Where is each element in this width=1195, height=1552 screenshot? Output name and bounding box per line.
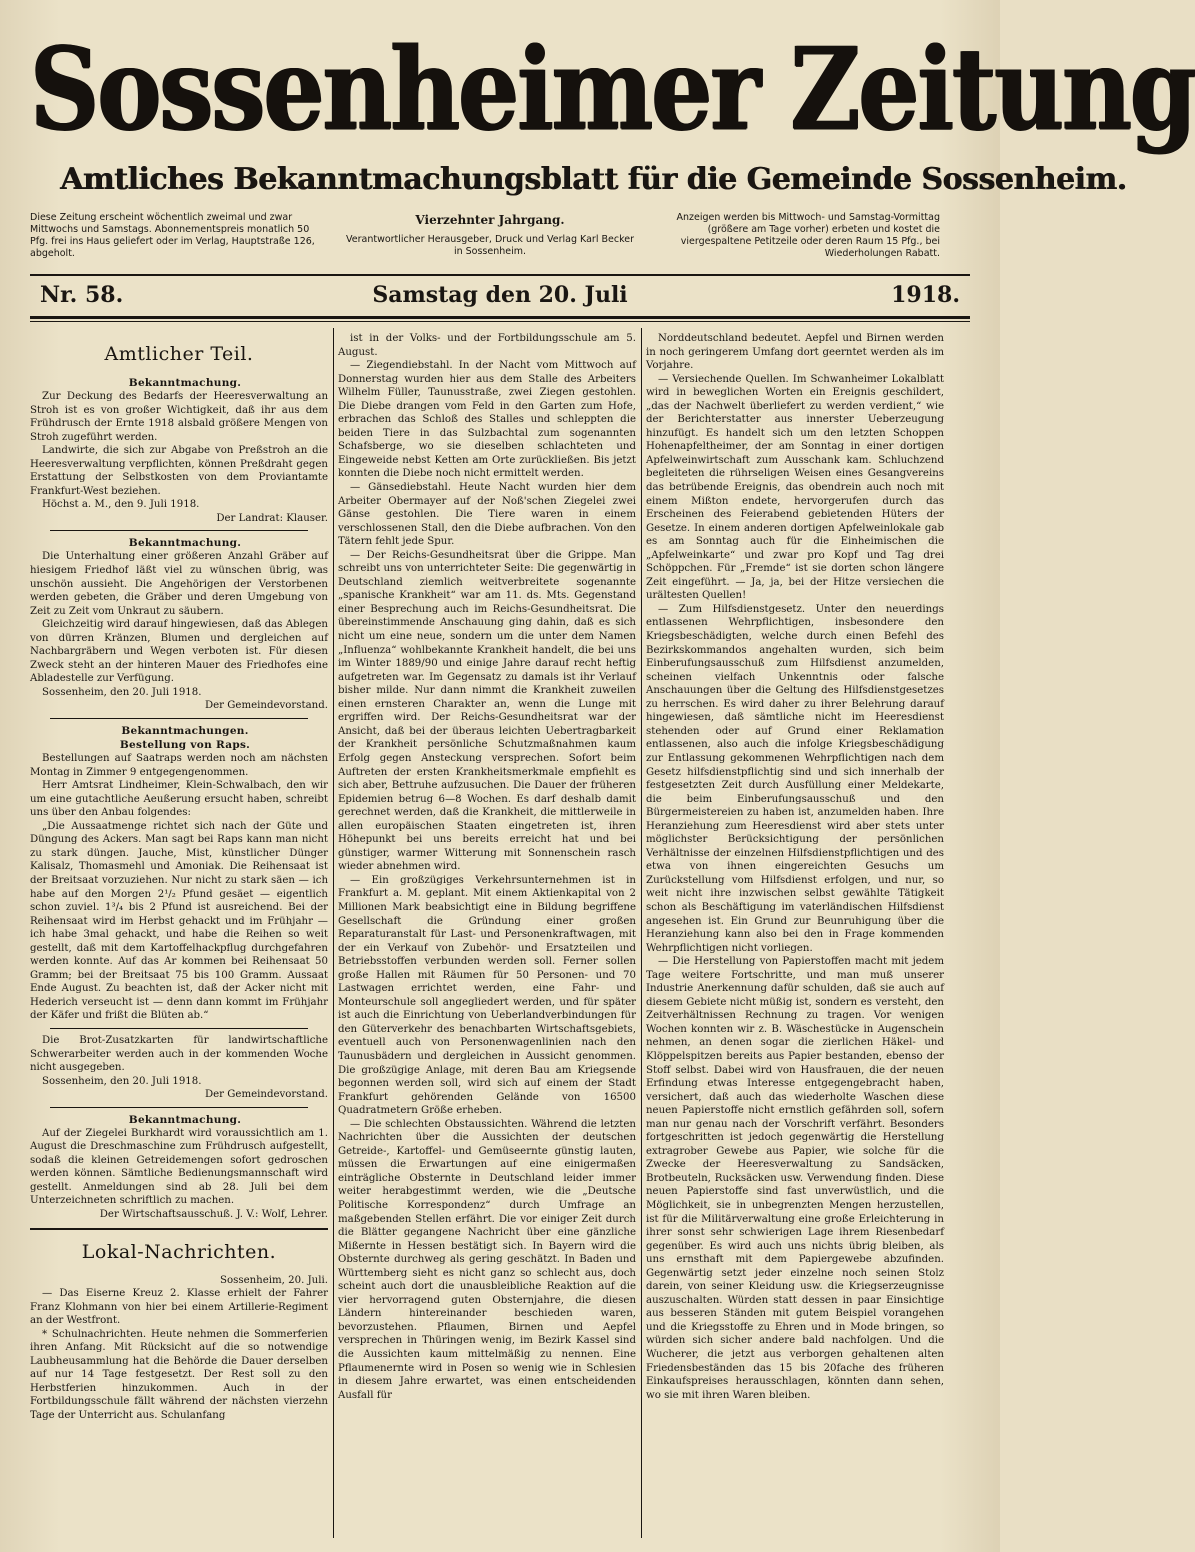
notice-subheading: Bestellung von Raps. [119, 739, 251, 752]
masthead-subtitle: Amtliches Bekanntmachungsblatt für die Gemeinde Sossenheim. [60, 162, 1127, 197]
article-paragraph: — Die schlechten Obstaussichten. Während die letzten Nachrichten über die Aussichten der deutschen Getreide-, Kartoffel- und Gemüseernte günstig lauten, müssen die Erwartungen auf eine einigermaßen einträgliche Obsternte in Deutschland leider immer weiter herabgestimmt werden, wie die „Deutsche Politische Korrespondenz“ durch Umfrage an maßgebenden Stellen erfährt. Die vor einiger Zeit durch die Blätter gegangene Nachricht über eine gänzliche Mißernte in Hessen bestätigt sich. In Bayern wird die Obsternte durchweg als gering geschätzt. In Baden und Württemberg sieht es nicht ganz so schlecht aus, doch scheint auch dort die unausbleibliche Reaktion auf die vier hervorragend guten Obsternjahre, die diesen Ländern hintereinander beschieden waren, bevorzustehen. Pflaumen, Birnen und Aepfel versprechen in Thüringen wenig, im Bezirk Kassel sind die Aussichten kaum mittelmäßig zu nennen. Eine Pflaumenernte wird in Posen so wenig wie in Schlesien in diesem Jahre erwartet, was einen entscheidenden Ausfall für [338, 1118, 636, 1401]
column-3 [646, 332, 944, 1542]
dateline [30, 280, 970, 310]
local-dateline: Sossenheim, 20. Juli. [220, 1274, 328, 1286]
notice-heading: Bekanntmachung. [128, 1113, 242, 1126]
section-title-official: Amtlicher Teil. [104, 343, 254, 365]
divider [50, 718, 308, 719]
notice-heading: Bekanntmachung. [128, 537, 242, 550]
notice-paragraph: Gleichzeitig wird darauf hingewiesen, daß das Ablegen von dürren Kränzen, Blumen und dergleichen auf Nachbargräbern und Wegen verboten ist. Für diesen Zweck steht an der hinteren Mauer des Friedhofes eine Abladestelle zur Verfügung. [30, 619, 328, 685]
publisher-line: Verantwortlicher Herausgeber, Druck und Verlag Karl Becker in Sossenheim. [345, 234, 634, 257]
section-title-local: Lokal-Nachrichten. [81, 1240, 277, 1263]
column-2 [338, 332, 636, 1542]
advertising-info: Anzeigen werden bis Mittwoch- und Samstag-Vormittag (größere am Tage vorher) erbeten und kostet die viergespaltene Petitzeile oder deren Raum 15 Pfg., bei Wiederholungen Rabatt. [676, 212, 940, 259]
notice-paragraph: „Die Aussaatmenge richtet sich nach der Güte und Düngung des Ackers. Man sagt bei Raps kann man nicht zu stark düngen. Jauche, Mist, künstlicher Dünger Kalisalz, Thomasmehl und Amoniak. Die Reihensaat ist der Breitsaat vorzuziehen. Nur nicht zu stark säen — ich habe auf den Morgen 2¹/₂ Pfund gesäet — eigentlich schon zuviel. 1³/₄ bis 2 Pfund ist ausreichend. Bei der Reihensaat wird im Herbst gehackt und im Frühjahr — ich habe 3mal gehackt, und habe die Reihen so weit gestellt, daß mit dem Kartoffelhackpflug durchgefahren werden konnte. Auf das Ar kommen bei Reihensaat 50 Gramm; bei der Breitsaat 75 bis 100 Gramm. Aussaat Ende August. Zu beachten ist, daß der Acker nicht mit Hederich verseucht ist — denn dann kommt im Frühjahr der Käfer und frißt die Blüten ab.“ [30, 820, 328, 1022]
divider [50, 1028, 308, 1029]
article-paragraph: — Versiechende Quellen. Im Schwanheimer Lokalblatt wird in beweglichen Worten ein Ereignis geschildert, „das der Nachwelt überliefert zu werden verdient,“ wie der Berichterstatter aus innerster Ueberzeugung hinzufügt. Es handelt sich um den letzten Schoppen Hohenapfeltheimer, der am Sonntag in einer dortigen Apfelweinwirtschaft zum Ausschank kam. Schluchzend begleiteten die rührseligen Weisen eines Gesangvereins das betrübende Ereignis, das obendrein auch noch mit einem Mißton endete, hervorgerufen durch das Erscheinen des Feierabend gebietenden Hüters der Gesetze. In einem anderen dortigen Apfelweinlokale gab es am Sonntag auch für die Einheimischen die „Apfelweinkarte“ und zwar pro Kopf und Tag drei Schöppchen. Für „Fremde“ ist sie dorten schon längere Zeit eingeführt. — Ja, ja, bei der Hitze versiechen die urältesten Quellen! [646, 373, 944, 602]
column-divider-2 [641, 328, 642, 1538]
notice-paragraph: Auf der Ziegelei Burkhardt wird voraussichtlich am 1. August die Dreschmaschine zum Frühdrusch aufgestellt, sodaß die kleinen Getreidemengen sofort gedroschen werden können. Sämtliche Bedienungsmannschaft wird gestellt. Anmeldungen sind ab 28. Juli bei dem Unterzeichneten schriftlich zu machen. [30, 1127, 328, 1207]
volume-year: Vierzehnter Jahrgang. [415, 213, 565, 227]
notice-paragraph: Bestellungen auf Saatraps werden noch am nächsten Montag in Zimmer 9 entgegengenommen. [30, 753, 328, 778]
notice-paragraph: Die Unterhaltung einer größeren Anzahl Gräber auf hiesigem Friedhof läßt viel zu wünschen übrig, was unschön aussieht. Die Angehörigen der Verstorbenen werden gebeten, die Gräber und deren Umgebung von Zeit zu Zeit vom Unkraut zu säubern. [30, 551, 328, 617]
publisher-info [345, 212, 635, 258]
subscription-info: Diese Zeitung erscheint wöchentlich zweimal und zwar Mittwochs und Samstags. Abonnementspreis monatlich 50 Pfg. frei ins Haus geliefert oder im Verlag, Hauptstraße 126, abgeholt. [30, 212, 315, 259]
notice-heading: Bekanntmachung. [128, 377, 242, 389]
column-divider-1 [333, 328, 334, 1538]
issue-date: Samstag den 20. Juli [372, 282, 628, 308]
article-paragraph: — Zum Hilfsdienstgesetz. Unter den neuerdings entlassenen Wehrpflichtigen, insbesondere den Kriegsbeschädigten, welche durch einen Befehl des Bezirkskommandos angehalten wurden, sich beim Einberufungsausschuß zum Hilfsdienst anzumelden, scheinen vielfach Unkenntnis oder falsche Anschauungen über die Geltung des Hilfsdienstgesetzes zu herrschen. Es wird daher zu ihrer Belehrung darauf hingewiesen, daß sämtliche nicht im Heeresdienst stehenden oder auf Grund einer Reklamation entlassenen, also auch die infolge Kriegsbeschädigung zur Entlassung gekommenen Wehrpflichtigen nach dem Gesetz hilfsdienstpflichtig sind und sich innerhalb der festgesetzten Zeit durch Ausfüllung einer Meldekarte, die beim Einberufungsausschuß und den Bürgermeistereien zu haben ist, anzumelden haben. Ihre Heranziehung zum Heeresdienst wird aber stets unter möglichster Berücksichtigung der persönlichen Verhältnisse der einzelnen Hilfsdienstpflichtigen und des etwa von ihnen eingereichten Gesuchs um Zurückstellung vom Hilfsdienst erfolgen, und nur, so weit nicht ihre inzwischen selbst gewählte Tätigkeit schon als Beschäftigung im vaterländischen Hilfsdienst angesehen ist. Ein Grund zur Beunruhigung über die Heranziehung kann also bei den in Frage kommenden Wehrpflichtigen nicht vorliegen. [646, 603, 944, 954]
notice-paragraph: Zur Deckung des Bedarfs der Heeresverwaltung an Stroh ist es von großer Wichtigkeit, daß ihr aus dem Frühdrusch der Ernte 1918 alsbald größere Mengen von Stroh zugeführt werden. [30, 391, 328, 443]
notice-paragraph: Landwirte, die sich zur Abgabe von Preßstroh an die Heeresverwaltung verpflichten, können Preßdraht gegen Erstattung der Selbstkosten von dem Proviantamte Frankfurt-West beziehen. [30, 445, 328, 497]
article-paragraph: — Der Reichs-Gesundheitsrat über die Grippe. Man schreibt uns von unterrichteter Seite: Die gegenwärtig in Deutschland ziemlich weitverbreitete sogenannte „spanische Krankheit“ war am 11. ds. Mts. Gegenstand einer Besprechung auch im Reichs-Gesundheitsrat. Die übereinstimmende Anschauung ging dahin, daß es sich nicht um eine neue, sondern um die unter dem Namen „Influenza“ wohlbekannte Krankheit handelt, die bei uns im Winter 1889/90 und einige Jahre darauf recht heftig aufgetreten war. Im Gegensatz zu damals ist ihr Verlauf bisher milde. Nur dann nimmt die Krankheit zuweilen einen ernsteren Charakter an, wenn die Lunge mit ergriffen wird. Der Reichs-Gesundheitsrat war der Ansicht, daß bei der überaus leichten Uebertragbarkeit der Krankheit persönliche Schutzmaßnahmen kaum Erfolg gegen Ansteckung versprechen. Sofort beim Auftreten der ersten Krankheitsmerkmale empfiehlt es sich aber, Bettruhe aufzusuchen. Die Dauer der früheren Epidemien betrug 6—8 Wochen. Es darf deshalb damit gerechnet werden, daß die Krankheit, die mittlerweile in allen europäischen Staaten eingetreten ist, ihren Höhepunkt bei uns bereits erreicht hat und bei günstiger, warmer Witterung mit Sonnenschein rasch wieder abnehmen wird. [338, 549, 636, 873]
article-paragraph: * Schulnachrichten. Heute nehmen die Sommerferien ihren Anfang. Mit Rücksicht auf die so notwendige Laubheusammlung hat die Behörde die Dauer derselben auf nur 14 Tage festgesetzt. Der Rest soll zu den Herbstferien hinzukommen. Auch in der Fortbildungsschule fällt während der nächsten vierzehn Tage der Unterricht aus. Schulanfang [30, 1328, 328, 1421]
notice-place-date: Höchst a. M., den 9. Juli 1918. [42, 499, 200, 511]
article-paragraph: Norddeutschland bedeutet. Aepfel und Birnen werden in noch geringerem Umfang dort geerntet werden als im Vorjahre. [646, 333, 944, 372]
header-rule-top [30, 274, 970, 276]
notice-place-date: Sossenheim, den 20. Juli 1918. [42, 686, 202, 698]
masthead-title: Sossenheimer Zeitung [30, 22, 1195, 156]
header-rule-bottom [30, 316, 970, 319]
article-paragraph: — Die Herstellung von Papierstoffen macht mit jedem Tage weitere Fortschritte, und man muß unserer Industrie Anerkennung dafür schulden, daß sie auch auf diesem Gebiete nicht müßig ist, sondern es versteht, den Zeitverhältnissen Rechnung zu tragen. Vor wenigen Wochen konnten wir z. B. Wäschestücke in Augenschein nehmen, an denen sogar die zierlichen Häkel- und Klöppelspitzen bereits aus Papier bestanden, ebenso der Stoff selbst. Dabei wird von Hausfrauen, die der neuen Erfindung etwas Interesse entgegengebracht haben, versichert, daß auch das wiederholte Waschen diese neuen Papierstoffe nicht ernstlich gefährden soll, sofern man nur genau nach der Vorschrift verfährt. Besonders fortgeschritten ist jedoch gegenwärtig die Herstellung extragrober Gewebe aus Papier, wie solche für die Zwecke der Heeresverwaltung zu Sandsäcken, Brotbeuteln, Rucksäcken usw. Verwendung finden. Diese neuen Papierstoffe sind fast unverwüstlich, und die Möglichkeit, sie in unbegrenzten Mengen herzustellen, ist für die Militärverwaltung eine große Erleichterung in ihrer sonst sehr schwierigen Lage ihrem Riesenbedarf gegenüber. Es wird auch uns nichts übrig bleiben, als uns ernsthaft mit dem Papiergewebe abzufinden. Gegenwärtig setzt jeder einzelne noch seinen Stolz darein, von seiner Kleidung usw. die Kriegserzeugnisse auszuschalten. Würden statt dessen in paar Einsichtige aus besseren Ständen mit gutem Beispiel vorangehen und die Kriegsstoffe zu Ehren und in Mode bringen, so würden sich sicher andere bald nachfolgen. Und die Wucherer, die jetzt aus verborgen gehaltenen alten Friedensbeständen das 15 bis 20fache des früheren Einkaufspreises herausschlagen, könnten dann sehen, wo sie mit ihren Waren bleiben. [646, 956, 944, 1401]
notice-signature: Der Gemeindevorstand. [204, 1089, 328, 1101]
notice-signature: Der Gemeindevorstand. [204, 700, 328, 712]
divider [50, 530, 308, 531]
issue-year: 1918. [891, 282, 960, 308]
article-paragraph: ist in der Volks- und der Fortbildungsschule am 5. August. [338, 333, 636, 358]
notice-place-date: Sossenheim, den 20. Juli 1918. [42, 1075, 202, 1087]
divider [50, 1107, 308, 1108]
article-paragraph: — Ziegendiebstahl. In der Nacht vom Mittwoch auf Donnerstag wurden hier aus dem Stalle des Arbeiters Wilhelm Füller, Taunusstraße, zwei Ziegen gestohlen. Die Diebe drangen vom Feld in den Garten zum Hofe, erbrachen das Schloß des Stalles und schleppten die beiden Tiere in das Sulzbachtal zum sogenannten Schafsberge, wo sie dieselben schlachteten und Eingeweide nebst Ketten am Orte zurückließen. Bis jetzt konnten die Diebe noch nicht ermittelt werden. [338, 360, 636, 480]
article-paragraph: — Das Eiserne Kreuz 2. Klasse erhielt der Fahrer Franz Klohmann von hier bei einem Artillerie-Regiment an der Westfront. [30, 1288, 328, 1327]
article-paragraph: — Ein großzügiges Verkehrsunternehmen ist in Frankfurt a. M. geplant. Mit einem Aktienkapital von 2 Millionen Mark beabsichtigt eine in Bildung begriffene Gesellschaft die Gründung einer großen Reparaturanstalt für Last- und Personenkraftwagen, mit der ein Verkauf von Zubehör- und Ersatzteilen und Betriebsstoffen verbunden werden soll. Ferner sollen große Hallen mit Räumen für 50 Personen- und 70 Lastwagen errichtet werden, eine Fahr- und Monteurschule soll angegliedert werden, und für später ist auch die Einrichtung von Ueberlandverbindungen für den Güterverkehr des benachbarten Wirtschaftsgebiets, eventuell auch von Personenwagenlinien nach den Taunusbädern und dergleichen in Aussicht genommen. Die großzügige Anlage, mit deren Bau am Kriegsende begonnen werden soll, wird sich auf einem der Stadt Frankfurt gehörenden Gelände von 16500 Quadratmetern Größe erheben. [338, 874, 636, 1117]
notice-signature: Der Wirtschaftsausschuß. J. V.: Wolf, Lehrer. [99, 1208, 328, 1220]
column-1 [30, 332, 328, 1542]
notice-paragraph: Herr Amtsrat Lindheimer, Klein-Schwalbach, den wir um eine gutachtliche Aeußerung ersucht haben, schreibt uns über den Anbau folgendes: [30, 780, 328, 819]
notice-paragraph: Die Brot-Zusatzkarten für landwirtschaftliche Schwerarbeiter werden auch in der kommenden Woche nicht ausgegeben. [30, 1034, 328, 1074]
header-rule-thin [30, 321, 970, 322]
issue-number: Nr. 58. [40, 282, 124, 308]
article-paragraph: — Gänsediebstahl. Heute Nacht wurden hier dem Arbeiter Obermayer auf der Noß'schen Ziegelei zwei Gänse gestohlen. Die Tiere waren in einem verschlossenen Stall, den die Diebe aufbrachen. Von den Tätern fehlt jede Spur. [338, 482, 636, 548]
notice-signature: Der Landrat: Klauser. [216, 512, 328, 524]
notice-heading: Bekanntmachungen. [121, 725, 249, 738]
divider [30, 1228, 328, 1230]
